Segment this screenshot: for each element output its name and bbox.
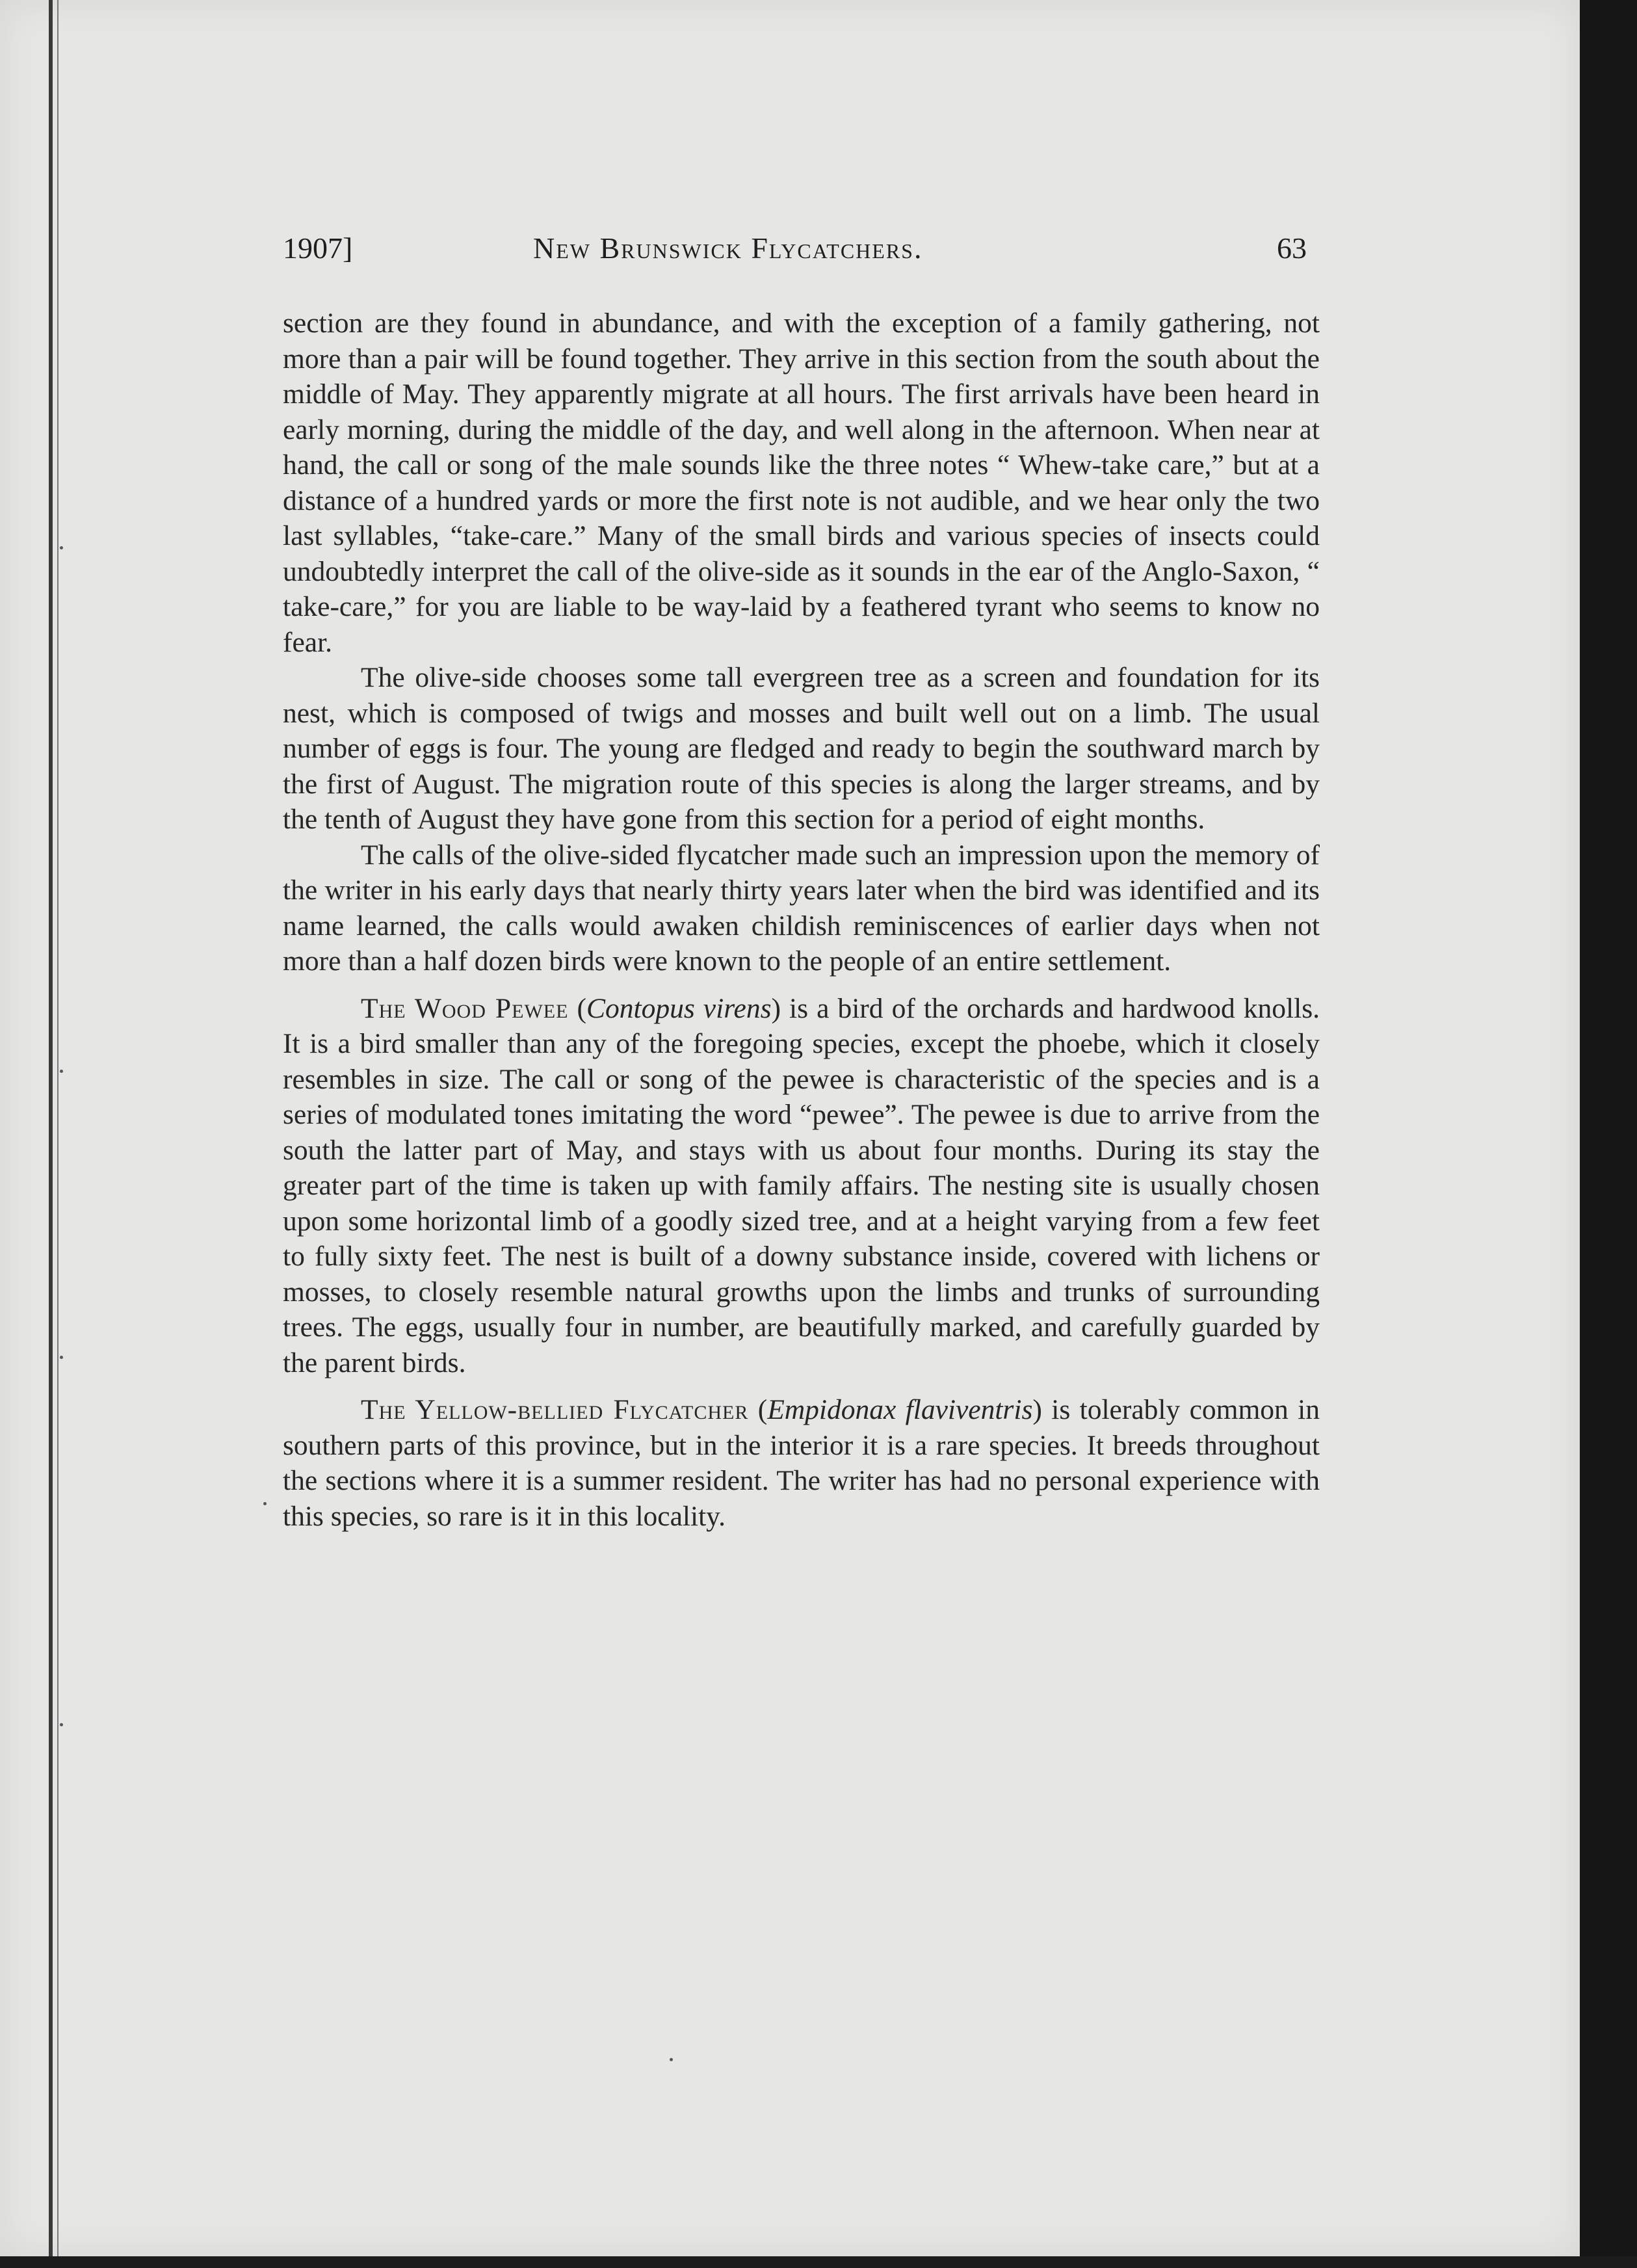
scan-speck bbox=[60, 1723, 63, 1726]
species-heading: The Yellow-bellied Flycatcher bbox=[361, 1394, 749, 1425]
paragraph-calls bbox=[283, 837, 1320, 979]
article-body bbox=[283, 306, 1320, 1534]
paragraph-text: The olive-side chooses some tall evergreen tree as a screen and foundation for its nest, which is composed of twigs and mosses and built well out on a limb. The usual number of eggs is four. The young are fledged and ready to begin the southward march by the first of August. The migration route of this species is along the larger streams, and by the tenth of August they have gone from this section for a period of eight months. bbox=[283, 662, 1320, 835]
binding-edge-line bbox=[57, 0, 59, 2256]
latin-name: Empidonax flaviventris bbox=[767, 1394, 1033, 1425]
latin-name: Contopus virens bbox=[586, 992, 772, 1024]
scan-border-right bbox=[1580, 0, 1637, 2268]
paragraph-continued bbox=[283, 306, 1320, 660]
paragraph-text: is tolerably common in southern parts of this province, but in the interior it is a rare species. It breeds throughout the sections where it is a summer resident. The writer has had no personal experience with this species, so rare is it in this locality. bbox=[283, 1394, 1320, 1532]
header-year: 1907] bbox=[283, 231, 353, 265]
binding-edge bbox=[49, 0, 53, 2256]
header-title: New Brunswick Flycatchers. bbox=[533, 231, 923, 265]
scan-speck bbox=[263, 1502, 267, 1505]
scan-speck bbox=[60, 1356, 63, 1359]
page-number: 63 bbox=[1277, 231, 1307, 265]
species-heading: The Wood Pewee bbox=[361, 992, 569, 1024]
paragraph-wood-pewee: The Wood Pewee (Contopus virens) is a bird of the orchards and hardwood knolls. It is a bird smaller than any of the foregoing species, except the phoebe, which it closely resembles in size. The call or song of the pewee is characteristic of the species and is a series of modulated tones imitating the word “pewee”. The pewee is due to arrive from the south the latter part of May, and stays with us about four months. During its stay the greater part of the time is taken up with family affairs. The nesting site is usually chosen upon some horizontal limb of a goodly sized tree, and at a height varying from a few feet to fully sixty feet. The nest is built of a downy substance inside, covered with lichens or mosses, to closely resemble natural growths upon the limbs and trunks of surrounding trees. The eggs, usually four in number, are beautifully marked, and carefully guarded by the parent birds. bbox=[283, 992, 1320, 1378]
paragraph-text: section are they found in abundance, and with the exception of a family gathering, not more than a pair will be found together. They arrive in this section from the south about the middle of May. They apparently migrate at all hours. The first arrivals have been heard in early morning, during the middle of the day, and well along in the afternoon. When near at hand, the call or song of the male sounds like the three notes “ Whew-take care,” but at a distance of a hundred yards or more the first note is not audible, and we hear only the two last syllables, “take-care.” Many of the small birds and various species of insects could undoubtedly interpret the call of the olive-side as it sounds in the ear of the Anglo-Saxon, “ take-care,” for you are liable to be way-laid by a feathered tyrant who seems to know no fear. bbox=[283, 308, 1320, 658]
paragraph-text: The calls of the olive-sided flycatcher made such an impression upon the memory of the writer in his early days that nearly thirty years later when the bird was identified and its name learned, the calls would awaken childish reminiscences of earlier days when not more than a half dozen birds were known to the people of an entire settlement. bbox=[283, 839, 1320, 977]
scan-speck bbox=[60, 546, 63, 549]
paragraph-text: is a bird of the orchards and hardwood knolls. It is a bird smaller than any of the foregoing species, except the phoebe, which it closely resembles in size. The call or song of the pewee is characteristic of the species and is a series of modulated tones imitating the word “pewee”. The pewee is due to arrive from the south the latter part of May, and stays with us about four months. During its stay the greater part of the time is taken up with family affairs. The nesting site is usually chosen upon some horizontal limb of a goodly sized tree, and at a height varying from a few feet to fully sixty feet. The nest is built of a downy substance inside, covered with lichens or mosses, to closely resemble natural growths upon the limbs and trunks of surrounding trees. The eggs, usually four in number, are beautifully marked, and carefully guarded by the parent birds. bbox=[283, 992, 1320, 1378]
scan-border-bottom bbox=[0, 2256, 1637, 2268]
running-header bbox=[283, 224, 1307, 276]
paragraph-yellow-bellied: The Yellow-bellied Flycatcher (Empidonax flaviventris) is tolerably common in southern parts of this province, but in the interior it is a rare species. It breeds throughout the sections where it is a summer resident. The writer has had no personal experience with this species, so rare is it in this locality. bbox=[283, 1394, 1320, 1532]
scan-speck bbox=[60, 1070, 63, 1073]
paragraph-nest bbox=[283, 660, 1320, 837]
scan-speck bbox=[670, 2058, 673, 2061]
